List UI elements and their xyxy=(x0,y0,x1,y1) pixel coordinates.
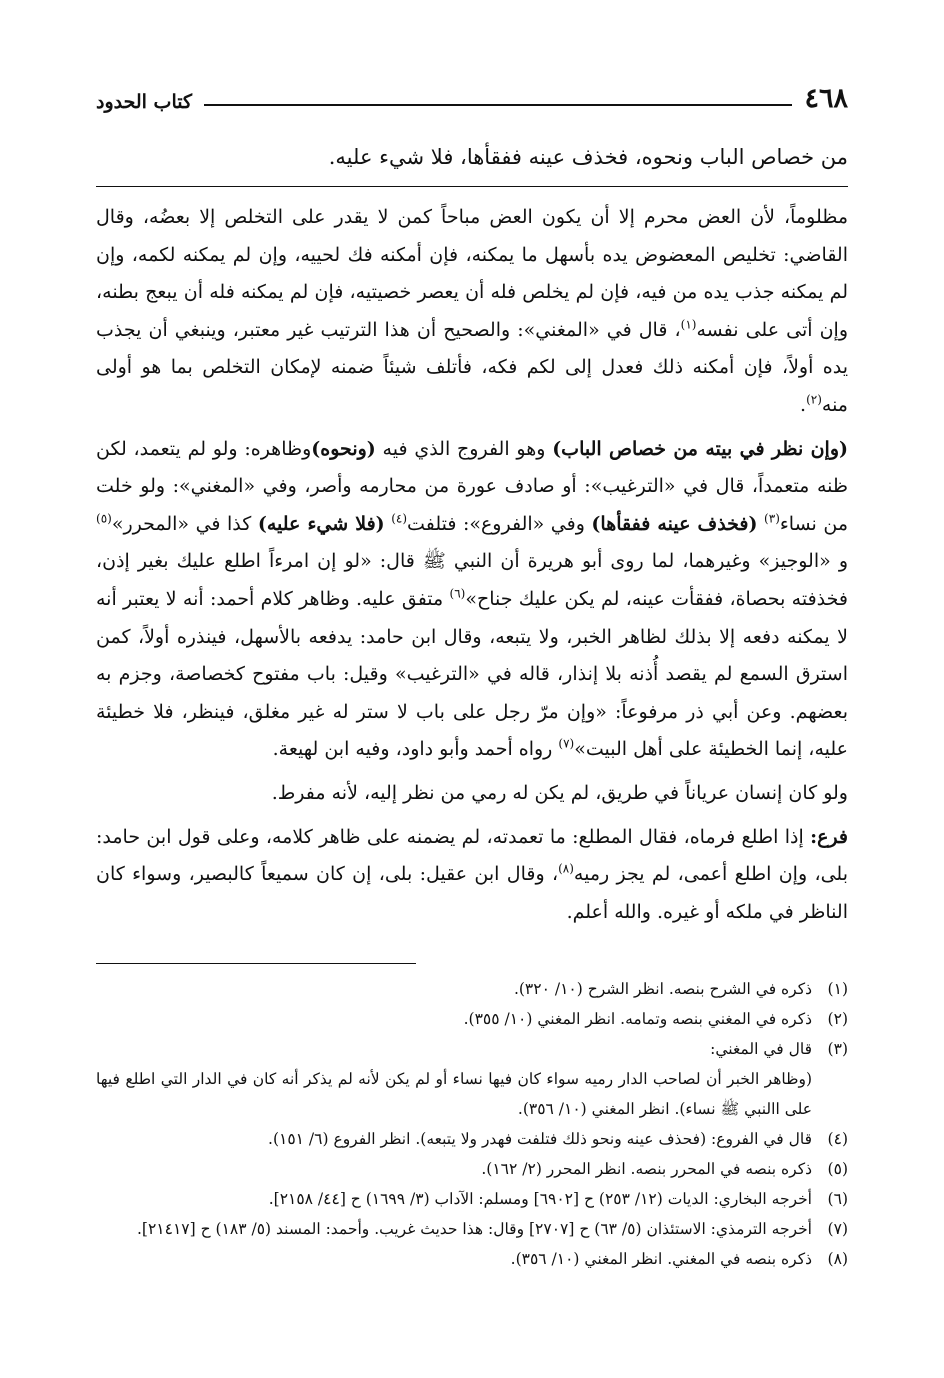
footnote-text: أخرجه البخاري: الديات (١٢/ ٢٥٣) ح [٦٩٠٢] ومسلم: الآداب (٣/ ١٦٩٩) ح [٤٤/ ٢١٥٨]. xyxy=(268,1190,812,1209)
commentary-paragraph xyxy=(96,431,848,769)
footnote-number: (٢) xyxy=(827,1010,848,1029)
text-separator-rule xyxy=(96,186,848,187)
footnote-number xyxy=(812,1064,848,1124)
footnote-text: أخرجه الترمذي: الاستئذان (٥/ ٦٣) ح [٢٧٠٧] وقال: هذا حديث غريب. وأحمد: المسند (٥/ ١٨٣) ح [٢١٤١٧]. xyxy=(136,1220,812,1239)
footnote-text: ذكره بنصه في المحرر بنصه. انظر المحرر (٢/ ١٦٢). xyxy=(481,1160,812,1179)
footnote-ref[interactable]: (٣) xyxy=(764,511,780,526)
footnote-text: (وظاهر الخبر أن لصاحب الدار رميه سواء كان فيها نساء أو لم يكن لأنه لم يذكر أنه كان في الدار التي اطلع فيها على االنبي ﷺ نساء). انظر المغني (١٠/ ٣٥٦). xyxy=(96,1070,812,1119)
book-title: كتاب الحدود xyxy=(96,91,193,113)
footnote-rule-wrap xyxy=(96,937,848,974)
text-run: إذا اطلع فرماه، فقال المطلع: ما تعمدته، لم يضمنه على ظاهر كلامه، وعلى قول ابن حامد: بلى، وإن اطلع أعمى، لم يجز رميه xyxy=(96,825,848,886)
quoted-matn: (فلا شيء عليه) xyxy=(257,512,385,535)
text-run: وفي «الفروع»: فتلفت xyxy=(407,512,592,535)
footnote xyxy=(96,1034,848,1064)
text-run: . xyxy=(800,393,807,416)
quoted-matn: (ونحوه) xyxy=(311,437,376,460)
quoted-matn: (وإن نظر في بيته من خصاص الباب) xyxy=(552,437,848,460)
footnote-ref[interactable]: (٧) xyxy=(558,736,575,751)
commentary-paragraph xyxy=(96,775,848,813)
footnote-number: (٣) xyxy=(827,1040,848,1059)
text-run: وظاهره: ولو لم يتعمد، لكن ظنه متعمداً، قال في «الترغيب»: أو صادف عورة من محارمه وأصر، وفي «المغني»: ولو خلت من نساء xyxy=(96,437,848,535)
footnote-number: (٥) xyxy=(827,1160,848,1179)
footnote-number: (٤) xyxy=(827,1130,848,1149)
text-run: ولو كان إنسان عرياناً في طريق، لم يكن له رمي من نظر إليه، لأنه مفرط. xyxy=(271,781,848,804)
footnote-ref[interactable]: (٨) xyxy=(558,861,574,876)
footnote xyxy=(96,1154,848,1184)
running-header xyxy=(96,72,848,112)
footnote-number: (٨) xyxy=(827,1250,848,1269)
footnote xyxy=(96,1004,848,1034)
footnote-ref[interactable]: (٦) xyxy=(449,586,466,601)
commentary-paragraph xyxy=(96,819,848,932)
footnote-number: (٧) xyxy=(827,1220,848,1239)
footnote-ref[interactable]: (٤) xyxy=(391,511,408,526)
main-text: من خصاص الباب ونحوه، فخذف عينه ففقأها، فلا شيء عليه. xyxy=(328,145,848,169)
footnote xyxy=(96,1184,848,1214)
footnote-rule xyxy=(96,963,416,964)
footnote-text: ذكره في المغني بنصه وتمامه. انظر المغني (١٠/ ٣٥٥). xyxy=(463,1010,812,1029)
text-run: كذا في «المحرر» xyxy=(111,512,258,535)
section-label: فرع: xyxy=(810,825,848,848)
footnote-ref[interactable]: (١) xyxy=(680,317,697,332)
footnote-text: قال في المغني: xyxy=(710,1040,812,1059)
commentary-paragraph xyxy=(96,199,848,425)
footnotes xyxy=(96,974,848,1274)
footnote xyxy=(96,1214,848,1244)
text-run: مظلوماً، لأن العض محرم إلا أن يكون العض مباحاً كمن لا يقدر على التخلص إلا بعضُه، وقال القاضي: تخليص المعضوض يده بأسهل ما يمكنه، فإن أمكنه فك لحييه، وإن لم يمكنه لكمه، وإن لم يمكنه جذب يده من فيه، فإن لم يخلص فله أن يعصر خصيتيه، فإن لم يمكنه فله أن يبعج بطنه، وإن أتى على نفسه xyxy=(96,206,848,341)
footnote xyxy=(96,1124,848,1154)
footnote-text: قال في الفروع: (فحذف عينه ونحو ذلك فتلفت فهدر ولا يتبعه). انظر الفروع (٦/ ١٥١). xyxy=(268,1130,812,1149)
text-run: متفق عليه. وظاهر كلام أحمد: أنه لا يعتبر أنه لا يمكنه دفعه إلا بذلك لظاهر الخبر، ولا يتبعه، وقال ابن حامد: يدفعه بالأسهل، فينذره أولاً، كمن استرق السمع لم يقصد أُذنه بلا إنذار، قاله في «الترغيب» وقيل: باب مفتوح كخصاصة، وجزم به بعضهم. وعن أبي ذر مرفوعاً: «وإن مرّ رجل على باب لا ستر له غير مغلق، فينظر، فلا خطيئة عليه، إنما الخطيئة على أهل البيت» xyxy=(96,587,848,761)
footnote-text: ذكره في الشرح بنصه. انظر الشرح (١٠/ ٣٢٠). xyxy=(513,980,812,999)
footnote-ref[interactable]: (٢) xyxy=(806,392,822,407)
text-run: و «الوجيز» وغيرهما، لما روى أبو هريرة أن النبي ﷺ قال: «لو إن امرءاً اطلع عليك بغير إذن، فخذفته بحصاة، ففقأت عينه، لم يكن عليك جناح» xyxy=(96,550,848,610)
text-run: وهو الفروج الذي فيه xyxy=(375,437,553,460)
quoted-matn: (فخذف عينه ففقأها) xyxy=(591,512,758,535)
page-number: ٤٦٨ xyxy=(804,83,848,114)
text-run: ، وقال ابن عقيل: بلى، إن كان سميعاً كالبصير، وسواء كان الناظر في ملكه أو غيره. والله أعلم. xyxy=(96,863,848,923)
footnote xyxy=(96,1064,848,1124)
footnote-text: ذكره بنصه في المغني. انظر المغني (١٠/ ٣٥٦). xyxy=(510,1250,812,1269)
footnote-number: (٦) xyxy=(827,1190,848,1209)
text-run: ، قال في «المغني»: والصحيح أن هذا الترتيب غير معتبر، وينبغي أن يجذب يده أولاً، فإن أمكنه ذلك فعدل إلى لكم فكه، فأتلف شيئاً ضمنه لإمكان التخلص بما هو أولى منه xyxy=(96,318,848,416)
footnote-ref[interactable]: (٥) xyxy=(96,511,112,526)
footnote-number: (١) xyxy=(827,980,848,999)
header-rule xyxy=(204,104,792,106)
text-run: رواه أحمد وأبو داود، وفيه ابن لهيعة. xyxy=(272,738,559,761)
commentary xyxy=(96,199,848,931)
footnote xyxy=(96,1244,848,1274)
footnote xyxy=(96,974,848,1004)
